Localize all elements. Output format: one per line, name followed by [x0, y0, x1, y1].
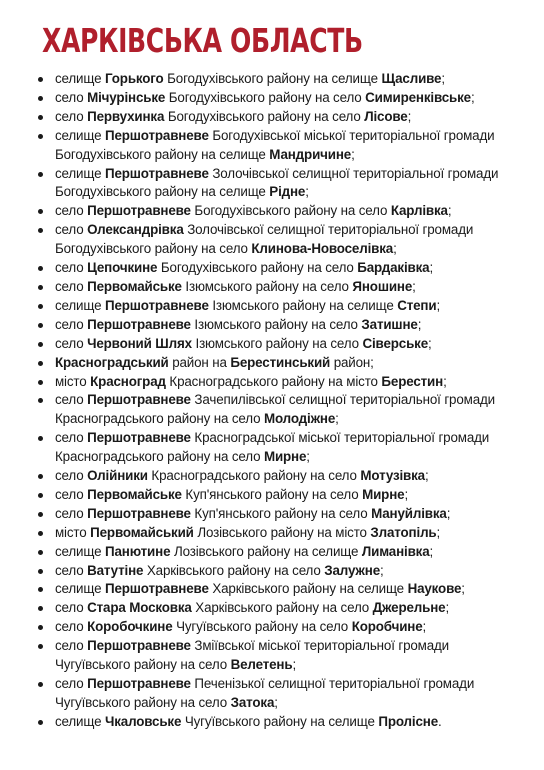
renaming-list [0, 70, 544, 732]
list-item-text: ; [428, 335, 432, 351]
place-name: Коробчине [351, 619, 423, 635]
place-name: Залужне [324, 562, 380, 578]
list-item-text: район; [330, 354, 374, 370]
bullet-icon [38, 644, 43, 649]
list-item [0, 335, 544, 354]
bullet-icon [38, 228, 43, 233]
bullet-icon [38, 115, 43, 120]
place-name: Бардаківка [357, 260, 430, 276]
list-item-text: ; [274, 694, 278, 710]
place-name: Горького [104, 71, 164, 86]
list-item-text: село [55, 108, 88, 124]
place-name: Берестинський [230, 354, 331, 370]
list-item-text: село [55, 505, 88, 521]
place-name: Цепочкине [87, 260, 158, 276]
list-item-text: ; [441, 71, 445, 86]
place-name: Мотузівка [360, 468, 425, 484]
list-item-text: Лозівського району на селище [170, 543, 362, 559]
list-item [0, 89, 544, 108]
list-item [0, 618, 544, 637]
list-item-text: Красноградського району на село [147, 468, 361, 484]
place-name: Першотравневе [87, 638, 191, 654]
bullet-icon [38, 398, 43, 403]
list-item-text: Богодухівського району на село [164, 108, 365, 124]
list-item-text: село [55, 335, 88, 351]
list-item [0, 524, 544, 543]
bullet-icon [38, 77, 43, 82]
list-item-text: селище [55, 713, 105, 729]
list-item-text: Харківського району на село [143, 562, 325, 578]
place-name: Клинова-Новоселівка [251, 241, 394, 257]
list-item-text: район на [168, 354, 231, 370]
list-item-text: ; [443, 373, 447, 389]
bullet-icon [38, 342, 43, 347]
list-item [0, 675, 544, 713]
place-name: Первомайське [87, 278, 182, 294]
place-name: Велетень [230, 657, 293, 673]
list-item-text: селище [55, 297, 105, 313]
list-item-text: село [55, 316, 88, 332]
place-name: Берестин [381, 373, 444, 389]
bullet-icon [38, 474, 43, 479]
list-item-text: село [55, 619, 88, 635]
place-name: Першотравневе [87, 392, 191, 408]
list-item-text: ; [447, 203, 452, 219]
place-name: Степи [397, 297, 437, 313]
bullet-icon [38, 172, 43, 177]
place-name: Карлівка [390, 203, 448, 219]
list-item-text: село [55, 89, 88, 105]
list-item [0, 486, 544, 505]
list-item [0, 221, 544, 259]
bullet-icon [38, 209, 43, 214]
list-item-text: Зміївської міської територіальної громади Чугуївського району на село [55, 638, 450, 673]
place-name: Першотравневе [87, 316, 191, 332]
bullet-icon [38, 720, 43, 725]
place-name: Червоний Шлях [87, 335, 192, 351]
page-title: ХАРКІВСЬКА ОБЛАСТЬ [42, 21, 363, 60]
place-name: Чкаловське [104, 713, 182, 729]
list-item [0, 580, 544, 599]
list-item [0, 713, 544, 732]
place-name: Олександрівка [87, 222, 184, 238]
bullet-icon [38, 304, 43, 309]
list-item-text: Ізюмського району на селище [208, 297, 398, 313]
list-item-text: Куп'янського району на село [190, 505, 372, 521]
list-item-text: Лозівського району на місто [193, 524, 371, 540]
list-item-text: ; [429, 543, 434, 559]
list-item-text: село [55, 486, 88, 502]
bullet-icon [38, 285, 43, 290]
list-item-text: село [55, 260, 88, 276]
list-item-text: село [55, 430, 88, 446]
list-item-text: Золочівської селищної територіальної громади Богодухівського району на селище [55, 165, 499, 200]
list-item-text: ; [292, 657, 297, 673]
list-item-text: ; [422, 619, 427, 635]
list-item-text: ; [305, 184, 309, 200]
list-item-text: село [55, 600, 88, 616]
place-name: Молодіжне [263, 411, 336, 427]
place-name: Затишне [361, 316, 418, 332]
list-item [0, 637, 544, 675]
place-name: Олійники [87, 468, 148, 484]
place-name: Мануйлівка [371, 505, 447, 521]
list-item-text: селище [55, 543, 105, 559]
list-item-text: ; [412, 278, 416, 294]
place-name: Першотравневе [87, 430, 191, 446]
list-item [0, 316, 544, 335]
place-name: Первухинка [87, 108, 165, 124]
bullet-icon [38, 587, 43, 592]
place-name: Ватутіне [87, 562, 144, 578]
bullet-icon [38, 531, 43, 536]
list-item-text: село [55, 638, 88, 654]
bullet-icon [38, 512, 43, 517]
bullet-icon [38, 323, 43, 328]
list-item-text: Ізюмського району на село [181, 278, 353, 294]
bullet-icon [38, 682, 43, 687]
place-name: Першотравневе [104, 581, 209, 597]
list-item-text: село [55, 278, 88, 294]
list-item-text: село [55, 203, 88, 219]
list-item-text: Золочівської селищної територіальної громади Богодухівського району на село [55, 222, 474, 257]
list-item [0, 543, 544, 562]
place-name: Першотравневе [87, 203, 191, 219]
list-item-text: ; [461, 581, 465, 597]
place-name: Лісове [364, 108, 408, 124]
place-name: Яношине [352, 278, 413, 294]
list-item-text: Богодухівського району на село [157, 260, 358, 276]
bullet-icon [38, 361, 43, 366]
list-item [0, 562, 544, 581]
list-item [0, 70, 544, 89]
list-item [0, 165, 544, 203]
list-item-text: ; [380, 562, 384, 578]
list-item-text: село [55, 468, 88, 484]
list-item-text: селище [55, 127, 105, 143]
place-name: Мічурінське [87, 89, 166, 105]
bullet-icon [38, 436, 43, 441]
place-name: Сіверське [362, 335, 429, 351]
place-name: Наукове [407, 581, 462, 597]
list-item-text: ; [446, 505, 451, 521]
list-item [0, 278, 544, 297]
list-item [0, 127, 544, 165]
place-name: Пролісне [378, 713, 439, 729]
list-item-text: село [55, 392, 88, 408]
list-item-text: ; [436, 297, 441, 313]
list-item [0, 391, 544, 429]
bullet-icon [38, 493, 43, 498]
place-name: Мирне [362, 486, 405, 502]
list-item-text: Харківського району на село [191, 600, 373, 616]
list-item [0, 429, 544, 467]
place-name: Першотравневе [87, 676, 191, 691]
list-item-text: Чугуївського району на селище [181, 713, 379, 729]
bullet-icon [38, 606, 43, 611]
list-item-text: . [438, 713, 442, 729]
place-name: Златопіль [370, 524, 437, 540]
list-item-text: ; [351, 146, 355, 162]
list-item-text: ; [306, 449, 310, 465]
place-name: Джерельне [372, 600, 446, 616]
list-item-text: ; [417, 316, 422, 332]
place-name: Мандричине [269, 146, 352, 162]
place-name: Мирне [263, 449, 307, 465]
list-item-text: Богодухівського району на селище [163, 71, 382, 86]
list-item-text: ; [445, 600, 450, 616]
list-item-text: ; [424, 468, 429, 484]
list-item [0, 373, 544, 392]
list-item-text: Чугуївського району на село [172, 619, 352, 635]
list-item-text: Богодухівського району на село [165, 89, 366, 105]
bullet-icon [38, 266, 43, 271]
list-item-text: Богодухівського району на село [190, 203, 391, 219]
list-item-text: Богодухівської міської територіальної громади Богодухівського району на селище [55, 127, 495, 162]
place-name: Панютине [104, 543, 171, 559]
list-item [0, 297, 544, 316]
list-item-text: селище [55, 581, 105, 597]
list-item-text: ; [470, 89, 475, 105]
place-name: Рідне [269, 184, 306, 200]
bullet-icon [38, 134, 43, 139]
list-item-text: ; [429, 260, 434, 276]
place-name: Первомайське [87, 486, 182, 502]
place-name: Лиманівка [361, 543, 430, 559]
list-item-text: Ізюмського району на село [191, 335, 363, 351]
bullet-icon [38, 569, 43, 574]
list-item [0, 108, 544, 127]
list-item-text: Харківського району на селище [208, 581, 408, 597]
list-item-text: ; [393, 241, 397, 257]
list-item-text: селище [55, 71, 105, 86]
list-item-text: Куп'янського району на село [181, 486, 363, 502]
list-item-text: село [55, 676, 88, 691]
list-item [0, 259, 544, 278]
place-name: Щасливе [381, 71, 442, 86]
place-name: Красноград [90, 373, 166, 389]
list-item-text: Зачепилівської селищної територіальної громади Красноградського району на село [55, 392, 495, 427]
place-name: Першотравневе [104, 297, 209, 313]
place-name: Первомайський [90, 524, 194, 540]
list-item [0, 202, 544, 221]
place-name: Першотравневе [87, 505, 191, 521]
place-name: Красноградський [55, 354, 169, 370]
list-item-text: ; [407, 108, 412, 124]
list-item-text: ; [404, 486, 409, 502]
list-item [0, 505, 544, 524]
list-item-text: Печенізької селищної територіальної громади Чугуївського району на село [55, 676, 475, 710]
place-name: Першотравневе [104, 165, 209, 181]
list-item-text: село [55, 222, 88, 238]
place-name: Коробочкине [87, 619, 173, 635]
list-item-text: місто [55, 373, 91, 389]
list-item [0, 354, 544, 373]
list-item-text: Красноградської міської територіальної громади Красноградського району на село [55, 430, 490, 465]
list-item-text: село [55, 562, 88, 578]
place-name: Стара Московка [87, 600, 192, 616]
list-item-text: Красноградського району на місто [165, 373, 382, 389]
list-item-text: селище [55, 165, 105, 181]
list-item-text: ; [436, 524, 441, 540]
list-item [0, 467, 544, 486]
place-name: Затока [230, 694, 275, 710]
list-item-text: Ізюмського району на село [190, 316, 362, 332]
list-item-text: ; [335, 411, 339, 427]
bullet-icon [38, 550, 43, 555]
place-name: Симиренківське [365, 89, 471, 105]
place-name: Першотравневе [104, 127, 209, 143]
bullet-icon [38, 625, 43, 630]
bullet-icon [38, 380, 43, 385]
bullet-icon [38, 96, 43, 101]
list-item [0, 599, 544, 618]
list-item-text: місто [55, 524, 91, 540]
